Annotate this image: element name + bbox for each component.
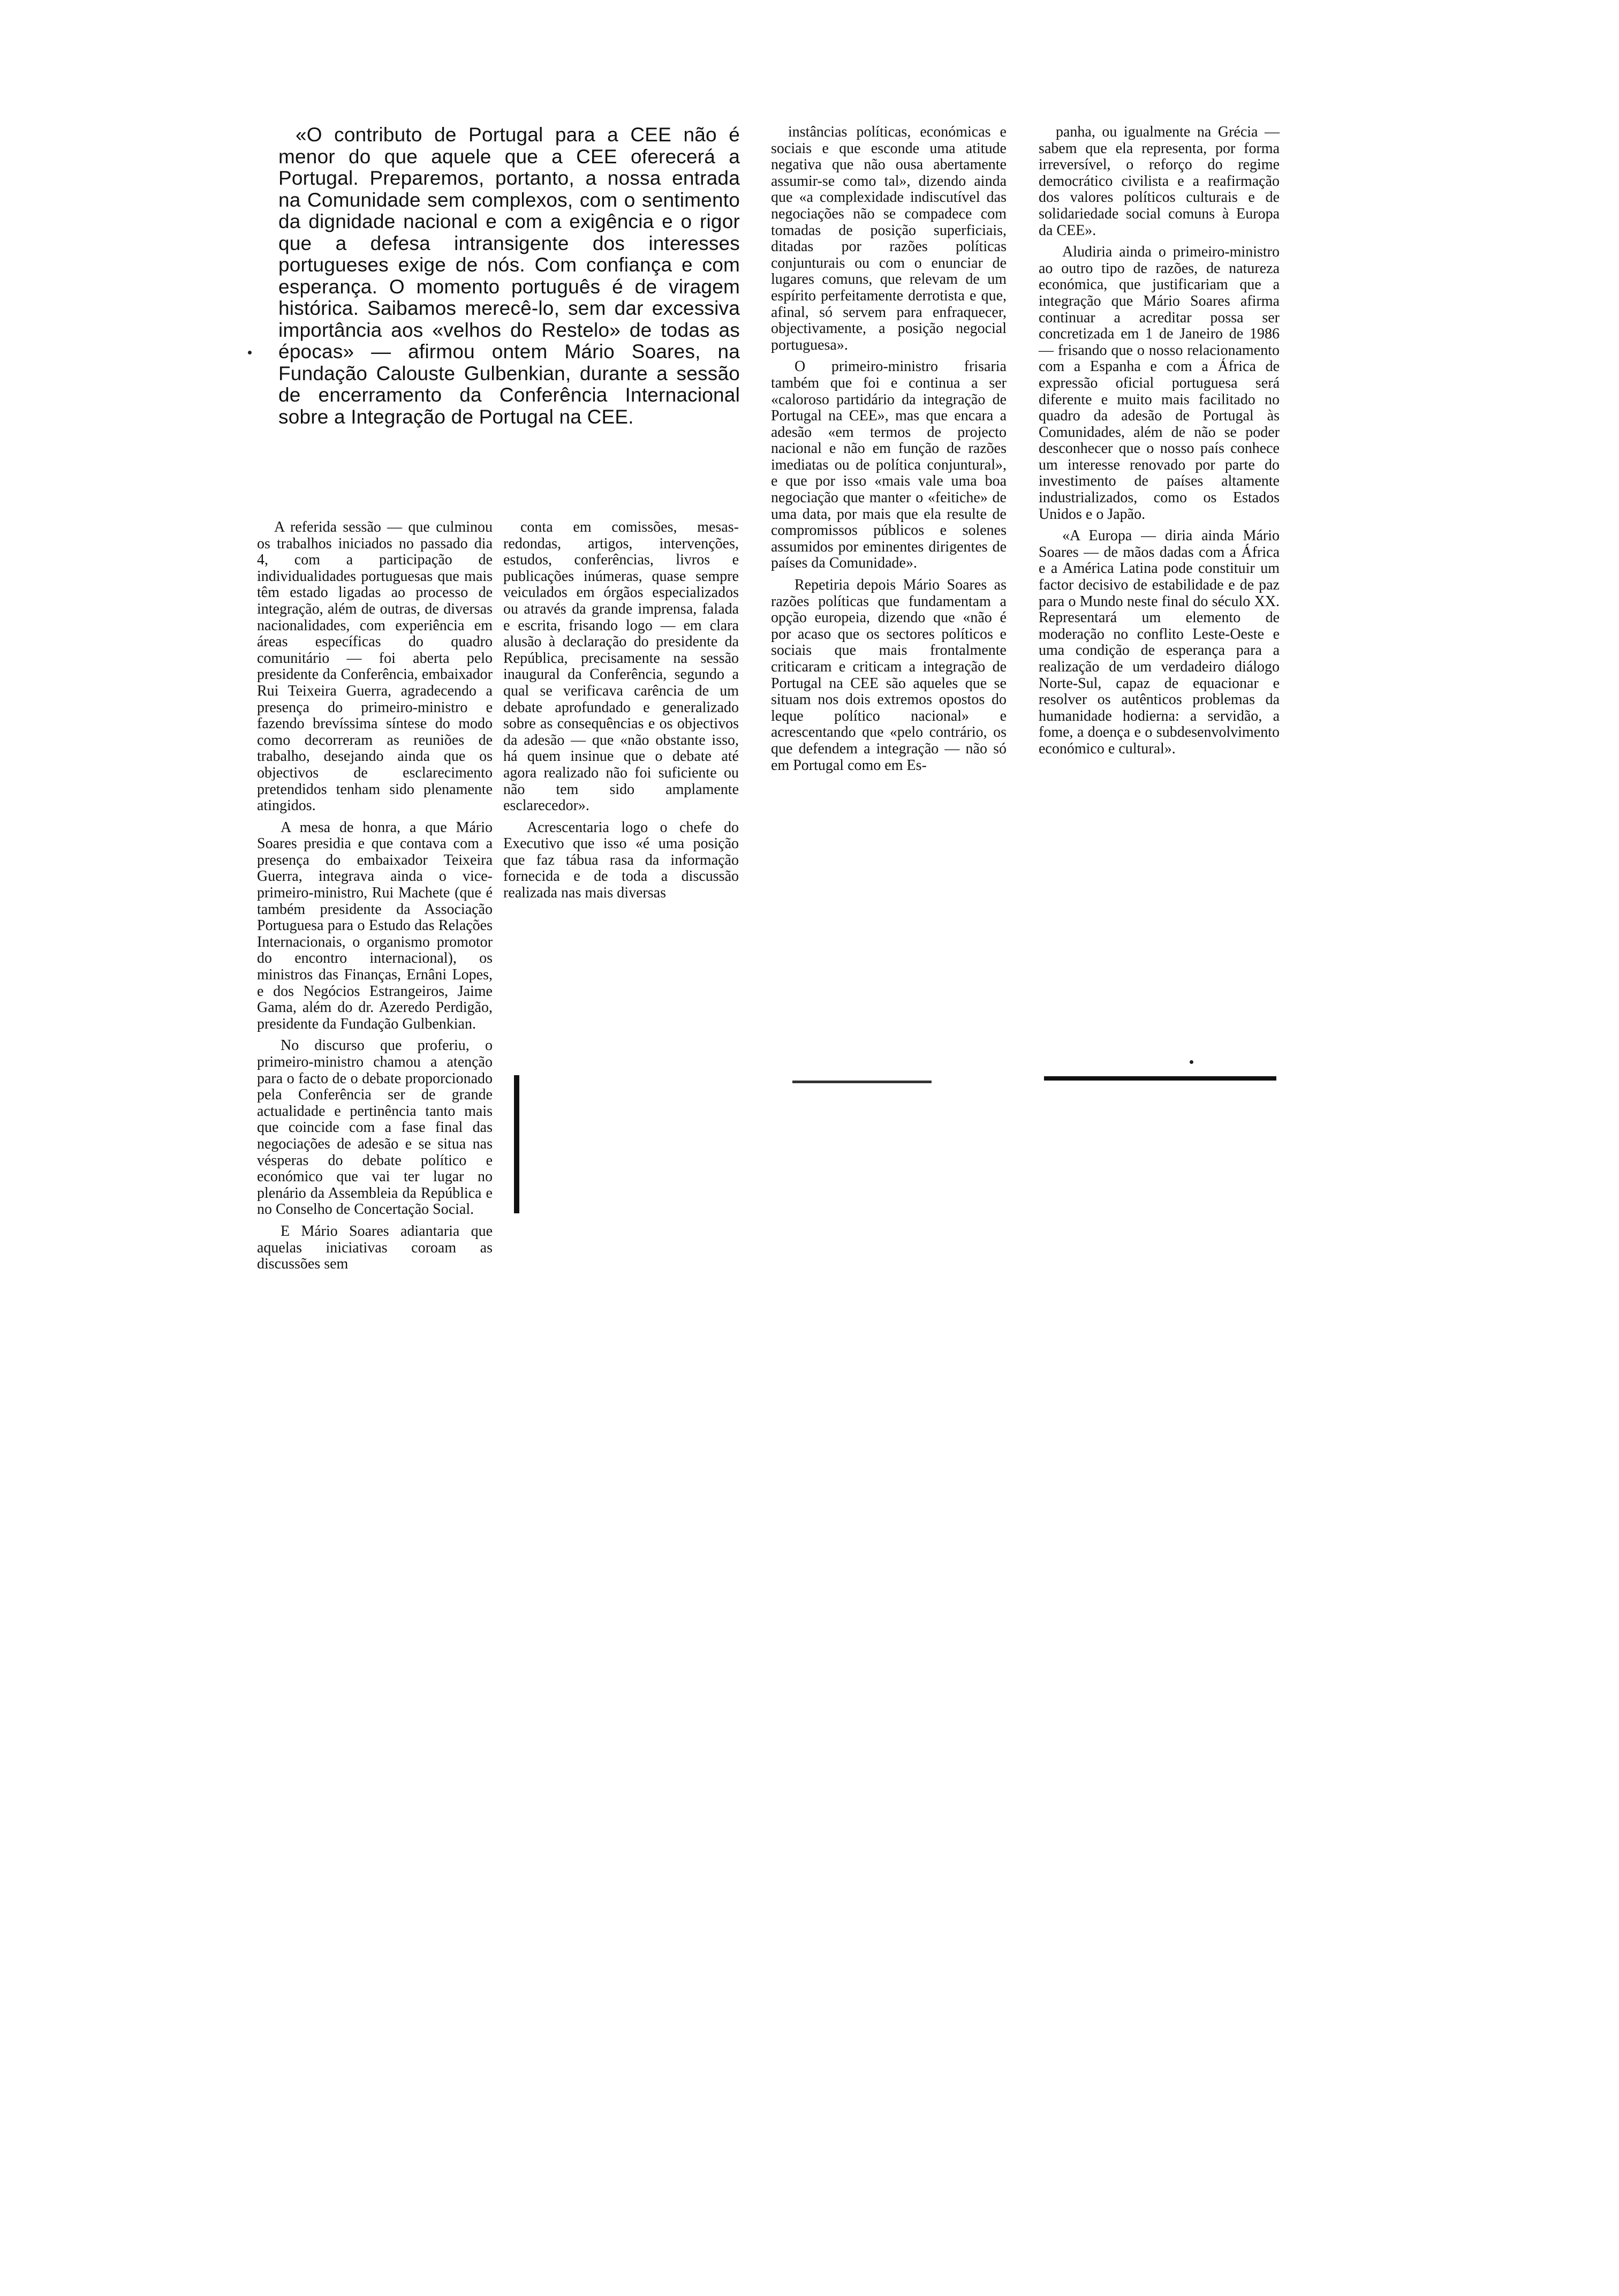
column-3-paragraph-3: Repetiria depois Mário Soares as razões políticas que fundamentam a opção europeia, dizendo que «não é por acaso que os sectores políticos e sociais que mais frontalmente criticaram e criticam a integração de Portugal na CEE são aqueles que se situam nos dois extremos opostos do leque político nacional» e acrescentando que «pelo contrário, os que defendem a integração — não só em Portugal como em Es- [771,577,1007,774]
article-lead [278,124,740,428]
column-1-paragraph-4: E Mário Soares adiantaria que aquelas iniciativas coroam as discussões sem [257,1222,493,1273]
column-4-paragraph-1: panha, ou igualmente na Grécia — sabem que ela representa, por forma irreversível, o reforço do regime democrático civilista e a reafirmação dos valores políticos culturais e de solidariedade social comuns à Europa da CEE». [1039,124,1280,239]
column-3-paragraph-1: instâncias políticas, económicas e sociais e que esconde uma atitude negativa que não ousa abertamente assumir-se como tal», dizendo ainda que «a complexidade indiscutível das negociações não se compadece com tomadas de posição superficiais, ditadas por razões políticas conjunturais ou com o enunciar de lugares comuns, que relevam de um espírito perfeitamente derrotista e que, afinal, só servem para enfraquecer, objectivamente, a posição negocial portuguesa». [771,124,1007,353]
ink-speck [248,351,252,354]
column-rule [514,1075,519,1213]
column-1-paragraph-3: No discurso que proferiu, o primeiro-ministro chamou a atenção para o facto de o debate proporcionado pela Conferência ser de grande actualidade e pertinência tanto mais que coincide com a fase final das negociações de adesão e se situa nas vésperas do debate político e económico que vai ter lugar no plenário da Assembleia da República e no Conselho de Concertação Social. [257,1037,493,1218]
end-rule [1044,1076,1276,1081]
end-mark [1190,1060,1193,1064]
article-column-1 [257,519,493,1278]
continuation-dash [792,1081,932,1083]
column-4-paragraph-3: «A Europa — diria ainda Mário Soares — de mãos dadas com a África e a América Latina pode constituir um factor decisivo de estabilidade e de paz para o Mundo neste final do século XX. Representará um elemento de moderação no conflito Leste-Oeste e uma condição de esperança para a realização de um verdadeiro diálogo Norte-Sul, capaz de equacionar e resolver os autênticos problemas da humanidade hodierna: a servidão, a fome, a doença e o subdesenvolvimento económico e cultural». [1039,527,1280,757]
article-column-3 [771,124,1007,779]
article-column-2 [503,519,739,907]
lead-paragraph: «O contributo de Portugal para a CEE não é menor do que aquele que a CEE oferecerá a Portugal. Preparemos, portanto, a nossa entrada na Comunidade sem complexos, com o sentimento da dignidade nacional e com a exigência e o rigor que a defesa intransigente dos interesses portugueses exige de nós. Com confiança e com esperança. O momento português é de viragem histórica. Saibamos merecê-lo, sem dar excessiva importância aos «velhos do Restelo» de todas as épocas» — afirmou ontem Mário Soares, na Fundação Calouste Gulbenkian, durante a sessão de encerramento da Conferência Internacional sobre a Integração de Portugal na CEE. [278,124,740,428]
column-4-paragraph-2: Aludiria ainda o primeiro-ministro ao outro tipo de razões, de natureza económica, que justificariam que a integração que Mário Soares afirma continuar a acreditar possa ser concretizada em 1 de Janeiro de 1986 — frisando que o nosso relacionamento com a Espanha e com a África de expressão oficial portuguesa será diferente e muito mais facilitado no quadro da adesão de Portugal às Comunidades, além de não se poder desconhecer que o nosso país conhece um interesse renovado por parte do investimento de países altamente industrializados, como os Estados Unidos e o Japão. [1039,244,1280,523]
column-1-paragraph-2: A mesa de honra, a que Mário Soares presidia e que contava com a presença do embaixador Teixeira Guerra, integrava ainda o vice-primeiro-ministro, Rui Machete (que é também presidente da Associação Portuguesa para o Estudo das Relações Internacionais, o organismo promotor do encontro internacional), os ministros das Finanças, Ernâni Lopes, e dos Negócios Estrangeiros, Jaime Gama, além do dr. Azeredo Perdigão, presidente da Fundação Gulbenkian. [257,819,493,1032]
article-column-4 [1039,124,1280,763]
column-2-paragraph-2: Acrescentaria logo o chefe do Executivo que isso «é uma posição que faz tábua rasa da informação fornecida e de toda a discussão realizada nas mais diversas [503,819,739,902]
column-1-paragraph-1: A referida sessão — que culminou os trabalhos iniciados no passado dia 4, com a participação de individualidades portuguesas que mais têm estado ligadas ao processo de integração, além de outras, de diversas nacionalidades, com experiência em áreas específicas do quadro comunitário — foi aberta pelo presidente da Conferência, embaixador Rui Teixeira Guerra, agradecendo a presença do primeiro-ministro e fazendo brevíssima síntese do modo como decorreram as reuniões de trabalho, desejando ainda que os objectivos de esclarecimento pretendidos tenham sido plenamente atingidos. [257,519,493,814]
column-3-paragraph-2: O primeiro-ministro frisaria também que foi e continua a ser «caloroso partidário da integração de Portugal na CEE», mas que encara a adesão «em termos de projecto nacional e não em função de razões imediatas ou de política conjuntural», e que por isso «mais vale uma boa negociação que manter o «feitiche» de uma data, por mais que ela resulte de compromissos públicos e solenes assumidos por eminentes dirigentes de países da Comunidade». [771,358,1007,572]
column-2-paragraph-1: conta em comissões, mesas-redondas, artigos, intervenções, estudos, conferências, livros e publicações inúmeras, quase sempre veiculados em órgãos especializados ou através da grande imprensa, falada e escrita, frisando logo — em clara alusão à declaração do presidente da República, precisamente na sessão inaugural da Conferência, segundo a qual se verificava carência de um debate aprofundado e generalizado sobre as consequências e os objectivos da adesão — que «não obstante isso, há quem insinue que o debate até agora realizado não foi suficiente ou não tem sido amplamente esclarecedor». [503,519,739,814]
